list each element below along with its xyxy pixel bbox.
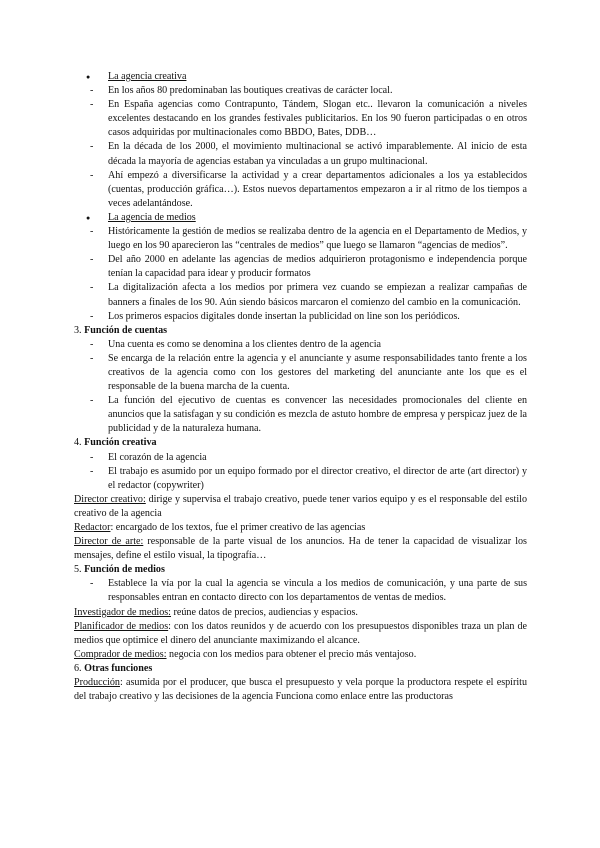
- list-item: - El corazón de la agencia: [74, 451, 527, 465]
- role-term: Director de arte:: [74, 536, 144, 548]
- role-paragraph: Investigador de medios: reúne datos de precios, audiencias y espacios.: [74, 606, 358, 618]
- role-paragraph: Director de arte: responsable de la parte visual de los anuncios. Ha de tener la capacidad de visualizar los mensajes, define el estilo visual, la tipografía…: [74, 536, 527, 562]
- list-item: - La digitalización afecta a los medios por primera vez cuando se empiezan a realizar campañas de banners a finales de los 90. Aún siendo básicos marcaron el comienzo del cambio en la comunicación.: [90, 282, 527, 308]
- list-item: - Del año 2000 en adelante las agencias de medios adquirieron protagonismo e independencia porque tenían la capacidad para idear y producir formatos: [90, 254, 527, 280]
- role-paragraph: Director creativo: dirige y supervisa el trabajo creativo, puede tener varios equipo y es el responsable del estilo creativo de la agencia: [74, 493, 527, 519]
- section-heading-creative: 4. Función creativa: [74, 437, 157, 449]
- dash-icon: -: [90, 395, 94, 407]
- bullet-dot-icon: ●: [86, 73, 91, 81]
- role-paragraph: Producción: asumida por el producer, que busca el presupuesto y vela porque la productora respete el espíritu del trabajo creativo y las decisiones de la agencia Funciona como enlace entre las productoras: [74, 677, 527, 703]
- dash-icon: -: [90, 451, 94, 463]
- section-heading-media: 5. Función de medios: [74, 564, 165, 576]
- bullet-heading: La agencia de medios: [108, 211, 196, 223]
- bullet-dot-icon: ●: [86, 213, 91, 222]
- role-paragraph: Comprador de medios: negocia con los medios para obtener el precio más ventajoso.: [74, 648, 417, 660]
- list-item: - El trabajo es asumido por un equipo formado por el director creativo, el director de arte (art director) y el redactor (copywriter): [90, 465, 527, 491]
- list-item: - Se encarga de la relación entre la agencia y el anunciante y asume responsabilidades tanto frente a los creativos de la agencia como con los gestores del marketing del anunciante ante los que es el responsable de la buena marcha de la cuenta.: [90, 352, 527, 393]
- list-item: - Ahí empezó a diversificarse la actividad y a crear departamentos adicionales a los ya establecidos (cuentas, producción gráfica…). Estos nuevos departamentos empezaron a ir al ritmo de los tiempos a veces adelantándose.: [90, 169, 527, 209]
- section-heading-other: 6. Otras funciones: [74, 662, 153, 674]
- dash-icon: -: [90, 465, 94, 477]
- dash-icon: -: [90, 99, 94, 111]
- role-term: Producción: [74, 677, 120, 689]
- list-item: - En la década de los 2000, el movimiento multinacional se activó imparablemente. Al inicio de esta década la mayoría de agencias estaban ya vinculadas a un grupo multinacional.: [90, 141, 527, 167]
- role-term: Investigador de medios:: [74, 606, 171, 618]
- list-item: - En España agencias como Contrapunto, Tándem, Slogan etc.. llevaron la comunicación a niveles excelentes destacando en los grandes festivales publicitarios. En los 90 fueron participadas o en otros casos adquiridas por multinacionales como BBDO, Bates, DDB…: [90, 99, 527, 139]
- list-item: - Establece la vía por la cual la agencia se vincula a los medios de comunicación, y una parte de sus responsables entran en contacto directo con los departamentos de ventas de medios.: [90, 578, 527, 604]
- section-heading-accounts: 3. Función de cuentas: [74, 324, 168, 336]
- list-item: - Una cuenta es como se denomina a los clientes dentro de la agencia: [74, 338, 527, 352]
- role-paragraph: Redactor: encargado de los textos, fue el primer creativo de las agencias: [74, 522, 366, 533]
- role-term: Planificador de medios: [74, 620, 169, 632]
- role-term: Redactor: [74, 522, 111, 533]
- dash-icon: -: [90, 282, 94, 294]
- dash-icon: -: [90, 85, 94, 97]
- list-item: - En los años 80 predominaban las boutiques creativas de carácter local.: [74, 84, 527, 98]
- dash-icon: -: [90, 141, 94, 153]
- dash-icon: -: [90, 338, 94, 350]
- bullet-media-agency: [74, 211, 527, 225]
- role-term: Director creativo:: [74, 493, 146, 505]
- bullet-heading: La agencia creativa: [108, 71, 187, 82]
- list-item: - Los primeros espacios digitales donde insertan la publicidad on line son los periódicos.: [74, 310, 527, 324]
- document-content: [74, 70, 527, 704]
- dash-icon: -: [90, 226, 94, 238]
- role-paragraph: Planificador de medios: con los datos reunidos y de acuerdo con los presupuestos disponibles traza un plan de medios que optimice el dinero del anunciante maximizando el alcance.: [74, 620, 527, 646]
- bullet-creative-agency: [74, 70, 527, 84]
- list-item: - La función del ejecutivo de cuentas es convencer las necesidades promocionales del cliente en anuncios que la satisfagan y su condición es mezcla de astuto hombre de empresa y perspicaz juez de la publicidad y de la naturaleza humana.: [90, 395, 527, 435]
- dash-icon: -: [90, 254, 94, 266]
- dash-icon: -: [90, 310, 94, 322]
- role-term: Comprador de medios:: [74, 648, 167, 660]
- dash-icon: -: [90, 169, 94, 181]
- dash-icon: -: [90, 578, 94, 590]
- dash-icon: -: [90, 352, 94, 364]
- list-item: - Históricamente la gestión de medios se realizaba dentro de la agencia en el Departamento de Medios, y luego en los 90 aparecieron las “centrales de medios” que luego se llamaron “agencias de medios”.: [90, 226, 527, 252]
